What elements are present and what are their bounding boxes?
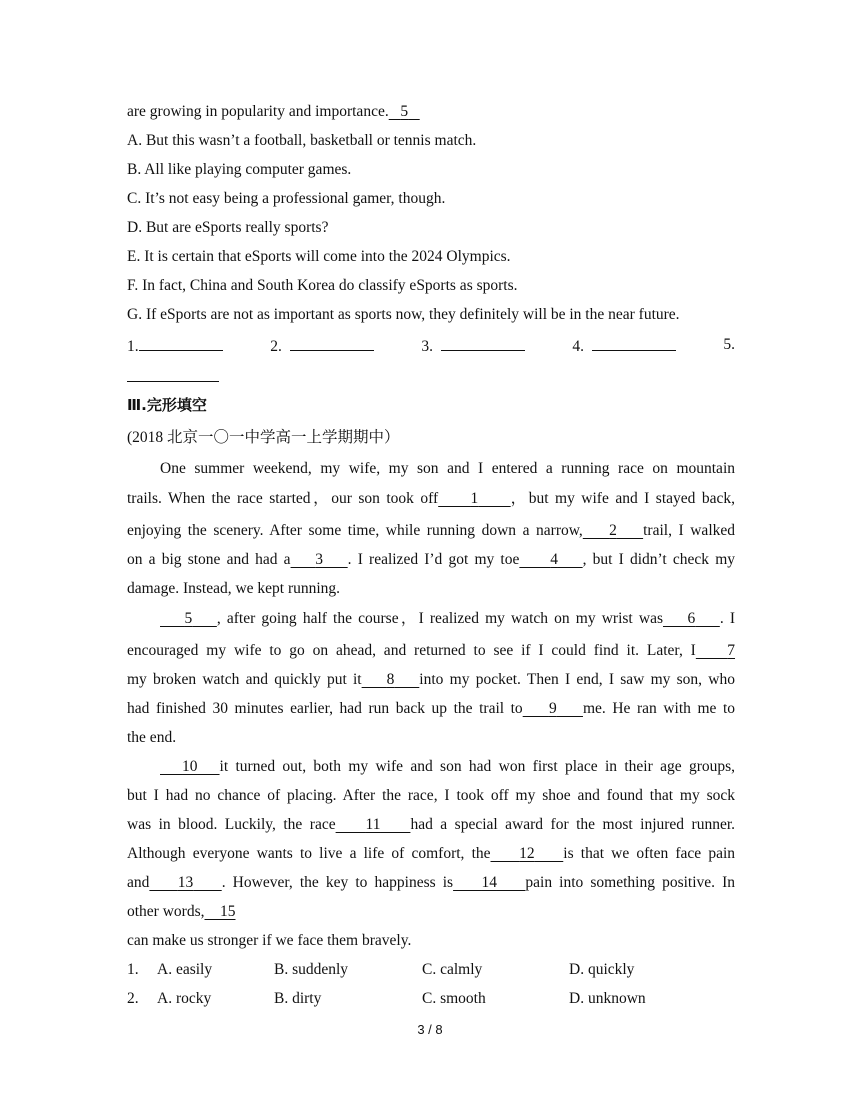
answer-5-label: 5. bbox=[723, 336, 735, 353]
option-g: G. If eSports are not as important as sports now, they definitely will be in the near future. bbox=[127, 306, 680, 323]
question-option-a: A. rocky bbox=[157, 990, 212, 1007]
blank-2: 2 bbox=[609, 522, 617, 539]
passage-line-11: 10 it turned out, both my wife and son had won first place in their age groups, bbox=[160, 757, 735, 777]
blank-15: 15 bbox=[220, 903, 236, 920]
passage-line-12: but I had no chance of placing. After the race, I took off my shoe and found that my sock bbox=[127, 787, 735, 804]
prev-tail-line bbox=[127, 102, 420, 122]
page-number: 3 / 8 bbox=[417, 1022, 443, 1037]
question-option-d: D. unknown bbox=[569, 990, 646, 1007]
blank-4: 4 bbox=[550, 551, 558, 568]
passage-line-17: can make us stronger if we face them bravely. bbox=[127, 932, 412, 949]
option-a: A. But this wasn’t a football, basketball or tennis match. bbox=[127, 132, 477, 149]
option-f: F. In fact, China and South Korea do classify eSports as sports. bbox=[127, 277, 518, 294]
section-heading: Ⅲ.完形填空 bbox=[127, 396, 207, 414]
answer-4: 4. bbox=[572, 335, 675, 357]
option-d: D. But are eSports really sports? bbox=[127, 219, 329, 236]
passage-line-3: enjoying the scenery. After some time, while running down a narrow, 2 trail, I walked bbox=[127, 522, 736, 539]
blank-7: 7 bbox=[727, 642, 736, 659]
passage-line-1: One summer weekend, my wife, my son and I entered a running race on mountain bbox=[160, 460, 735, 477]
blank-8: 8 bbox=[386, 671, 395, 688]
blank-3: 3 bbox=[315, 551, 323, 568]
blank-11: 11 bbox=[365, 816, 381, 833]
blank-14: 14 bbox=[481, 874, 497, 891]
passage-line-10: the end. bbox=[127, 729, 177, 746]
blank-1: 1 bbox=[470, 490, 479, 507]
passage-line-6: 5 , after going half the course，I realized my watch on my wrist was 6 . I bbox=[160, 609, 735, 629]
answer-blanks-row bbox=[127, 335, 735, 357]
passage-line-16: other words, 15 bbox=[127, 903, 236, 920]
question-option-b: B. suddenly bbox=[274, 961, 349, 978]
question-number: 1. bbox=[127, 961, 139, 978]
passage-line-4: on a big stone and had a 3 . I realized I’d got my toe 4 , but I didn’t check my bbox=[127, 551, 736, 568]
blank-13: 13 bbox=[177, 874, 194, 891]
section-source: (2018 北京一〇一中学高一上学期期中） bbox=[127, 429, 400, 446]
question-option-c: C. smooth bbox=[422, 990, 486, 1007]
passage-line-9: had finished 30 minutes earlier, had run back up the trail to 9 me. He ran with me to bbox=[127, 700, 736, 717]
question-number: 2. bbox=[127, 990, 139, 1007]
option-e: E. It is certain that eSports will come into the 2024 Olympics. bbox=[127, 248, 511, 265]
question-option-c: C. calmly bbox=[422, 961, 483, 978]
blank-9: 9 bbox=[548, 700, 557, 717]
passage-line-13: was in blood. Luckily, the race 11 had a special award for the most injured runner. bbox=[127, 816, 736, 833]
passage-line-14: Although everyone wants to live a life of comfort, the 12 is that we often face pain bbox=[127, 845, 736, 862]
question-option-b: B. dirty bbox=[274, 990, 322, 1007]
answer-5-blank bbox=[127, 366, 219, 388]
blank-12: 12 bbox=[519, 845, 535, 862]
question-option-d: D. quickly bbox=[569, 961, 635, 978]
prev-tail-text: are growing in popularity and importance. bbox=[127, 103, 389, 120]
blank-5: 5 bbox=[184, 610, 193, 627]
blank-prev-5: 5 bbox=[400, 103, 409, 120]
answer-3: 3. bbox=[421, 335, 524, 357]
option-c: C. It’s not easy being a professional gamer, though. bbox=[127, 190, 446, 207]
passage-line-15: and 13 . However, the key to happiness is 14 pain into something positive. In bbox=[127, 874, 736, 891]
answer-1: 1. bbox=[127, 335, 223, 357]
passage-line-7: encouraged my wife to go on ahead, and returned to see if I could find it. Later, I 7 bbox=[127, 642, 736, 659]
blank-10: 10 bbox=[182, 758, 198, 775]
option-b: B. All like playing computer games. bbox=[127, 161, 352, 178]
question-option-a: A. easily bbox=[157, 961, 213, 978]
passage-line-8: my broken watch and quickly put it 8 into my pocket. Then I end, I saw my son, who bbox=[127, 671, 735, 688]
blank-6: 6 bbox=[687, 610, 696, 627]
passage-line-5: damage. Instead, we kept running. bbox=[127, 580, 341, 597]
passage-line-2: trails. When the race started，our son took off 1 ，but my wife and I stayed back, bbox=[127, 490, 736, 507]
answer-2: 2. bbox=[270, 335, 373, 357]
